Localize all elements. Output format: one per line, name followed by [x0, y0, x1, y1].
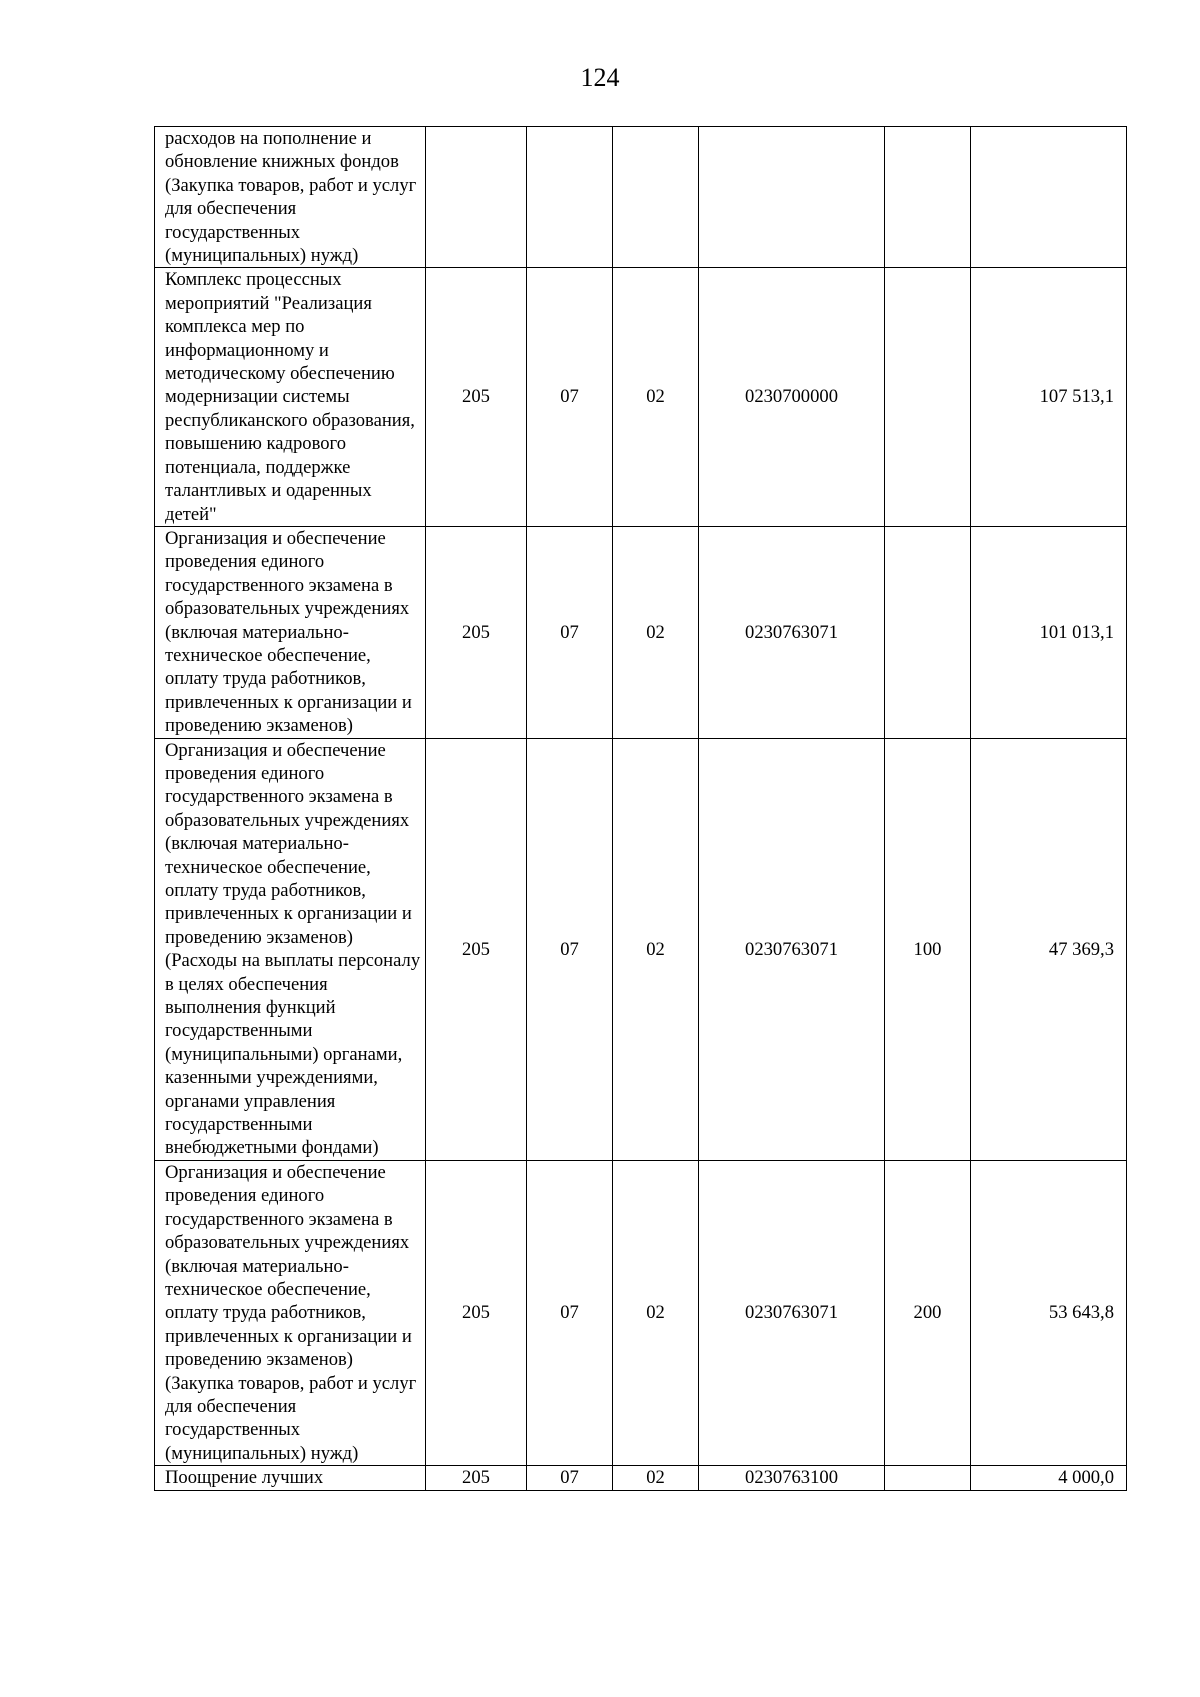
row-target-item-cell: 0230700000 — [699, 268, 885, 526]
row-name-cell: Поощрение лучших — [155, 1466, 426, 1490]
row-amount-cell: 47 369,3 — [971, 738, 1127, 1160]
row-subsection-cell: 02 — [613, 1160, 699, 1465]
table-row — [155, 127, 1127, 268]
table-row — [155, 1466, 1127, 1490]
row-amount-cell — [971, 127, 1127, 268]
row-target-item-cell: 0230763100 — [699, 1466, 885, 1490]
row-section-cell: 07 — [527, 738, 613, 1160]
row-expense-type-cell — [885, 268, 971, 526]
row-code-cell: 205 — [426, 738, 527, 1160]
row-name-cell: Организация и обеспечение проведения единого государственного экзамена в образовательных учреждениях (включая материально-техническое обеспечение, оплату труда работников, привлеченных к организации и проведению экзаменов) (Расходы на выплаты персоналу в целях обеспечения выполнения функций государственными (муниципальными) органами, казенными учреждениями, органами управления государственными внебюджетными фондами) — [155, 738, 426, 1160]
row-target-item-cell: 0230763071 — [699, 526, 885, 738]
row-subsection-cell: 02 — [613, 1466, 699, 1490]
table-row — [155, 738, 1127, 1160]
row-subsection-cell — [613, 127, 699, 268]
table-row — [155, 268, 1127, 526]
page-number: 124 — [580, 63, 620, 92]
budget-table — [154, 126, 1127, 1491]
row-code-cell: 205 — [426, 1466, 527, 1490]
row-subsection-cell: 02 — [613, 526, 699, 738]
row-amount-cell: 107 513,1 — [971, 268, 1127, 526]
row-name-cell: Организация и обеспечение проведения единого государственного экзамена в образовательных учреждениях (включая материально-техническое обеспечение, оплату труда работников, привлеченных к организации и проведению экзаменов) (Закупка товаров, работ и услуг для обеспечения государственных (муниципальных) нужд) — [155, 1160, 426, 1465]
row-expense-type-cell: 100 — [885, 738, 971, 1160]
row-amount-cell: 53 643,8 — [971, 1160, 1127, 1465]
row-section-cell: 07 — [527, 526, 613, 738]
row-target-item-cell: 0230763071 — [699, 738, 885, 1160]
row-section-cell: 07 — [527, 1160, 613, 1465]
row-code-cell — [426, 127, 527, 268]
row-code-cell: 205 — [426, 1160, 527, 1465]
row-target-item-cell: 0230763071 — [699, 1160, 885, 1465]
table-row — [155, 1160, 1127, 1465]
table-row — [155, 526, 1127, 738]
row-subsection-cell: 02 — [613, 738, 699, 1160]
row-expense-type-cell — [885, 127, 971, 268]
row-target-item-cell — [699, 127, 885, 268]
row-expense-type-cell: 200 — [885, 1160, 971, 1465]
row-name-cell: расходов на пополнение и обновление книжных фондов (Закупка товаров, работ и услуг для обеспечения государственных (муниципальных) нужд) — [155, 127, 426, 268]
row-name-cell: Комплекс процессных мероприятий "Реализация комплекса мер по информационному и методическому обеспечению модернизации системы республиканского образования, повышению кадрового потенциала, поддержке талантливых и одаренных детей" — [155, 268, 426, 526]
row-subsection-cell: 02 — [613, 268, 699, 526]
row-code-cell: 205 — [426, 526, 527, 738]
row-code-cell: 205 — [426, 268, 527, 526]
row-amount-cell: 101 013,1 — [971, 526, 1127, 738]
row-section-cell: 07 — [527, 268, 613, 526]
row-name-cell: Организация и обеспечение проведения единого государственного экзамена в образовательных учреждениях (включая материально-техническое обеспечение, оплату труда работников, привлеченных к организации и проведению экзаменов) — [155, 526, 426, 738]
row-amount-cell: 4 000,0 — [971, 1466, 1127, 1490]
row-expense-type-cell — [885, 1466, 971, 1490]
row-expense-type-cell — [885, 526, 971, 738]
row-section-cell — [527, 127, 613, 268]
row-section-cell: 07 — [527, 1466, 613, 1490]
